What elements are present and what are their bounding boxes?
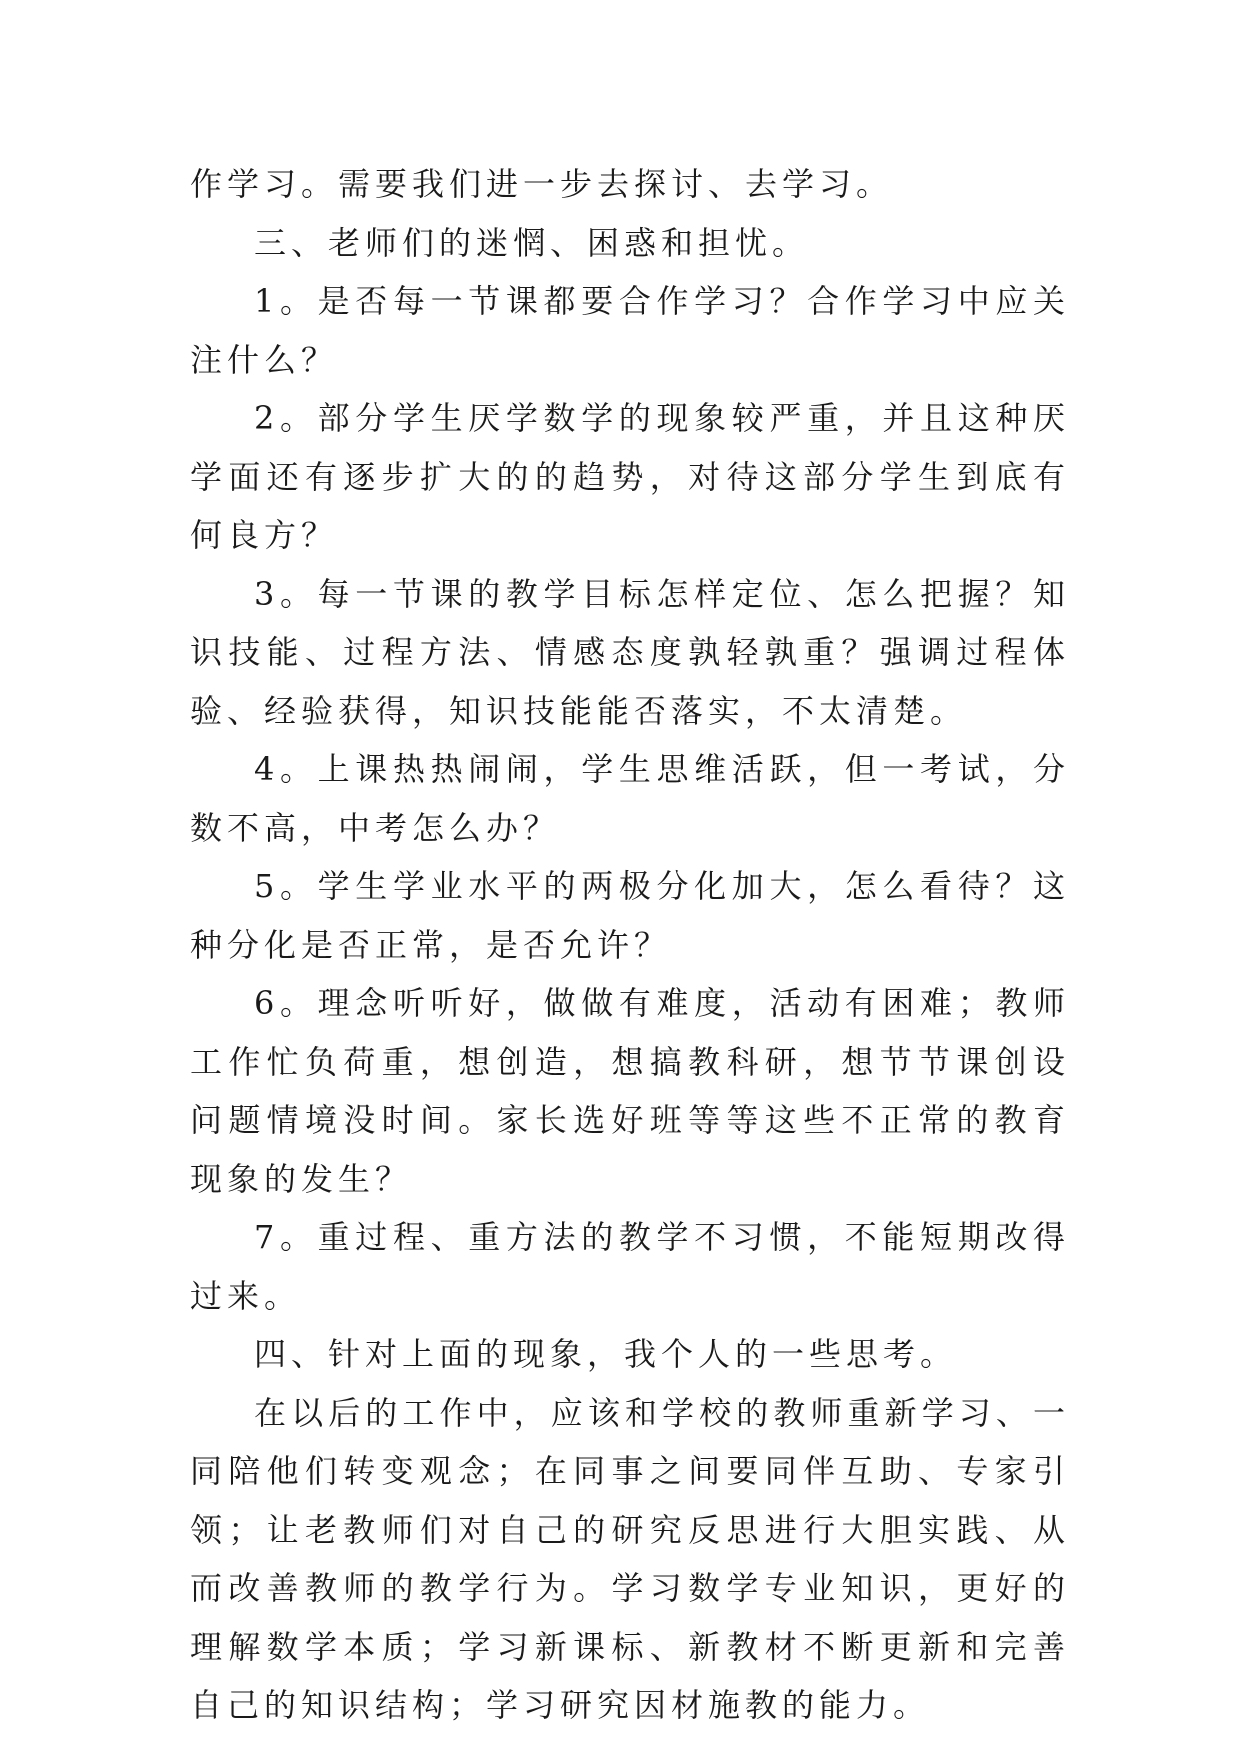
list-item-1: 1。是否每一节课都要合作学习？合作学习中应关注什么？ (190, 282, 1070, 379)
closing-paragraph: 在以后的工作中，应该和学校的教师重新学习、一同陪他们转变观念；在同事之间要同伴互助、专家引领；让老教师们对自己的研究反思进行大胆实践、从而改善教师的教学行为。学习数学专业知识，更好的理解数学本质；学习新课标、新教材不断更新和完善自己的知识结构；学习研究因材施教的能力。 (190, 1393, 1070, 1724)
body-text (190, 155, 1070, 1735)
list-item-3: 3。每一节课的教学目标怎样定位、怎么把握？知识技能、过程方法、情感态度孰轻孰重？强调过程体验、经验获得，知识技能能否落实，不太清楚。 (190, 574, 1070, 730)
list-item-2: 2。部分学生厌学数学的现象较严重，并且这种厌学面还有逐步扩大的的趋势，对待这部分学生到底有何良方？ (190, 399, 1070, 554)
paragraph-continuation: 作学习。需要我们进一步去探讨、去学习。 (190, 165, 894, 203)
list-item-6: 6。理念听听好，做做有难度，活动有困难；教师工作忙负荷重，想创造，想搞教科研，想节节课创设问题情境没时间。家长选好班等等这些不正常的教育现象的发生？ (190, 984, 1070, 1198)
list-item-4: 4。上课热热闹闹，学生思维活跃，但一考试，分数不高，中考怎么办？ (190, 750, 1070, 847)
section-heading-four: 四、针对上面的现象，我个人的一些思考。 (254, 1335, 958, 1373)
section-heading-three: 三、老师们的迷惘、困惑和担忧。 (254, 223, 810, 262)
list-item-7: 7。重过程、重方法的教学不习惯，不能短期改得过来。 (190, 1218, 1070, 1315)
list-item-5: 5。学生学业水平的两极分化加大，怎么看待？这种分化是否正常，是否允许？ (190, 867, 1070, 964)
